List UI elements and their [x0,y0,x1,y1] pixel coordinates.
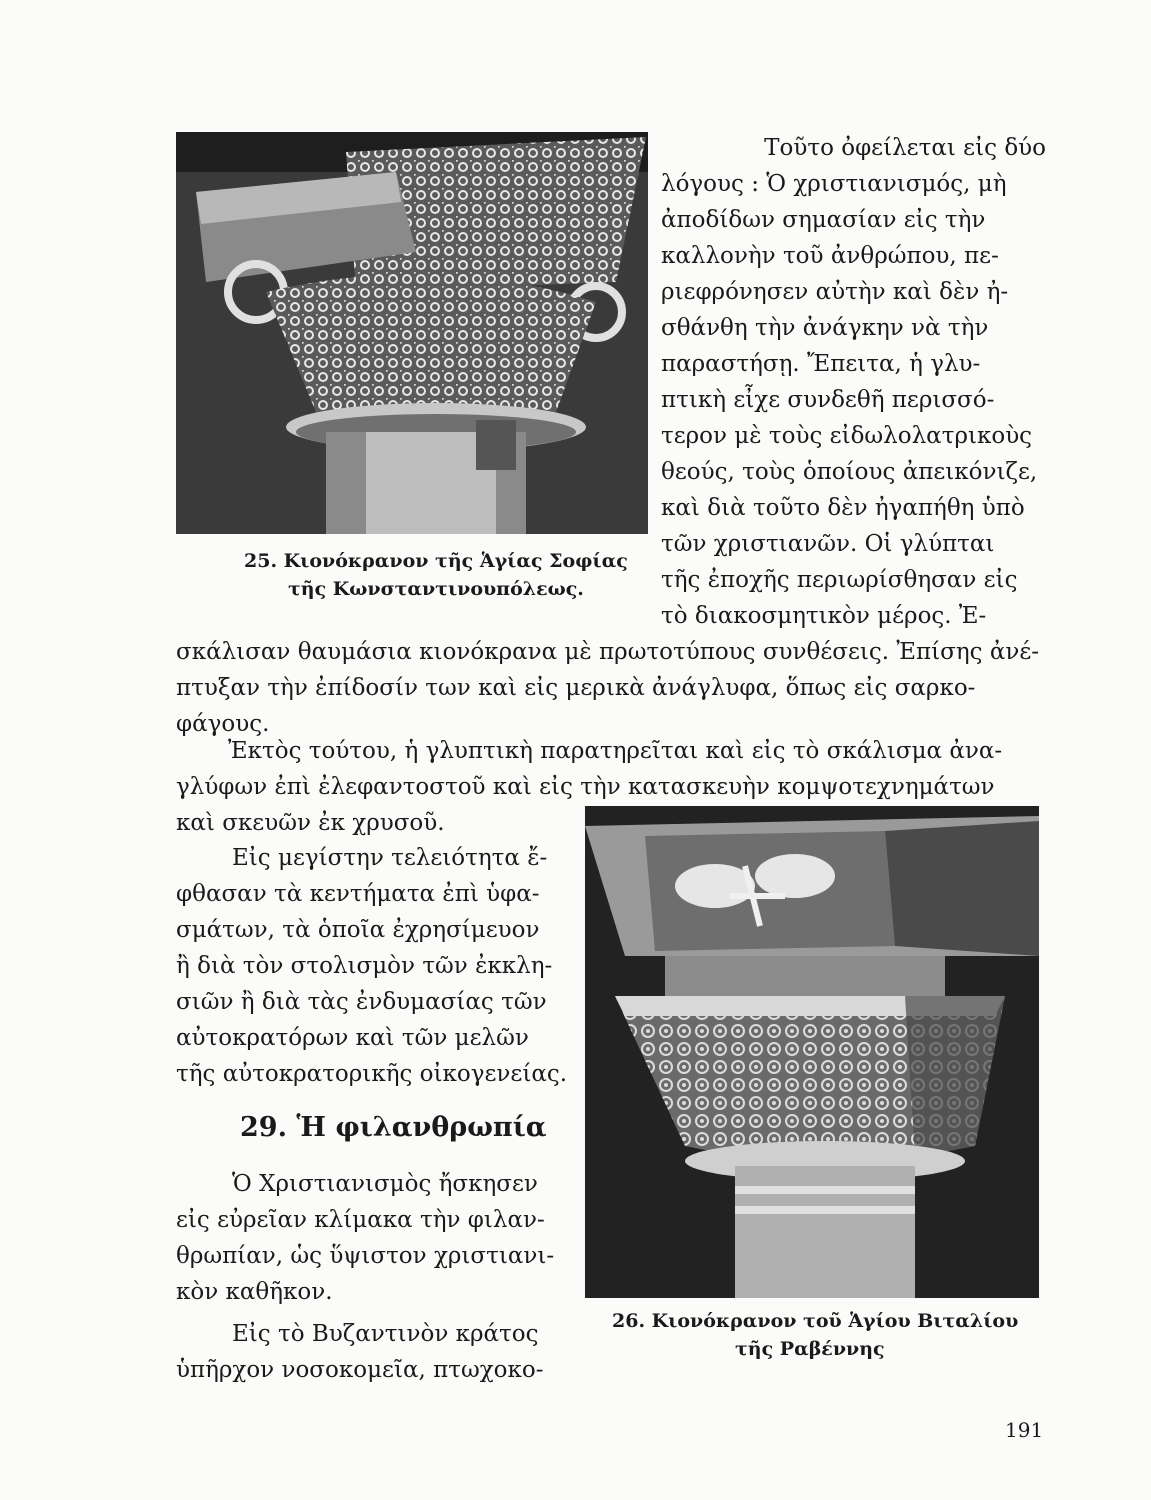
figure-25-caption-line2: τῆς Κωνσταντινουπόλεως. [288,578,584,600]
text-line: τερον μὲ τοὺς εἰδωλολατρικοὺς [661,423,1033,449]
text-line: Ὁ Χριστιανισμὸς ἤσκησεν [232,1171,538,1197]
text-line: πτικὴ εἶχε συνδεθῆ περισσό- [661,387,995,413]
text-line: αὐτοκρατόρων καὶ τῶν μελῶν [176,1025,529,1051]
text-line: εἰς εὐρεῖαν κλίμακα τὴν φιλαν- [176,1207,545,1233]
text-line: τῶν χριστιανῶν. Οἱ γλύπται [661,531,995,557]
section-heading: 29. Ἡ φιλανθρωπία [240,1112,547,1143]
text-line: ἢ διὰ τὸν στολισμὸν τῶν ἐκκλη- [176,953,553,979]
text-line: πτυξαν τὴν ἐπίδοσίν των καὶ εἰς μερικὰ ἀνάγλυφα, ὅπως εἰς σαρκο- [176,675,976,701]
capital-hagia-sophia-image [176,132,648,534]
text-line: τὸ διακοσμητικὸν μέρος. Ἐ- [661,603,987,629]
text-line: Εἰς τὸ Βυζαντινὸν κράτος [232,1321,539,1347]
text-line: καλλονὴν τοῦ ἀνθρώπου, πε- [661,243,999,269]
text-line: καὶ σκευῶν ἐκ χρυσοῦ. [176,810,445,836]
page-number: 191 [1005,1418,1044,1442]
text-line: Εἰς μεγίστην τελειότητα ἔ- [232,845,548,871]
text-line: φθασαν τὰ κεντήματα ἐπὶ ὑφα- [176,881,540,907]
text-line: σμάτων, τὰ ὁποῖα ἐχρησίμευον [176,917,540,943]
text-line: καὶ διὰ τοῦτο δὲν ἠγαπήθη ὑπὸ [661,495,1025,521]
text-line: φάγους. [176,711,270,737]
text-line: ριεφρόνησεν αὐτὴν καὶ δὲν ἠ- [661,279,1009,305]
text-line: κὸν καθῆκον. [176,1279,333,1305]
text-line: σθάνθη τὴν ἀνάγκην νὰ τὴν [661,315,989,341]
figure-25-photo [176,132,648,534]
figure-26-caption-line2: τῆς Ραβέννης [735,1338,885,1360]
figure-26-caption-line1: 26. Κιονόκρανον τοῦ Ἁγίου Βιταλίου [612,1310,1019,1332]
text-line: Ἐκτὸς τούτου, ἡ γλυπτικὴ παρατηρεῖται καὶ εἰς τὸ σκάλισμα ἀνα- [228,738,1003,764]
text-line: τῆς ἐποχῆς περιωρίσθησαν εἰς [661,567,1018,593]
text-line: τῆς αὐτοκρατορικῆς οἰκογενείας. [176,1061,568,1087]
text-line: Τοῦτο ὀφείλεται εἰς δύο [764,135,1046,161]
figure-25-caption-line1: 25. Κιονόκρανον τῆς Ἁγίας Σοφίας [244,550,628,572]
text-line: ὑπῆρχον νοσοκομεῖα, πτωχοκο- [176,1357,544,1383]
text-line: παραστήσῃ. Ἔπειτα, ἡ γλυ- [661,351,981,377]
capital-san-vitale-image [585,806,1039,1298]
text-line: γλύφων ἐπὶ ἐλεφαντοστοῦ καὶ εἰς τὴν κατασκευὴν κομψοτεχνημάτων [176,774,995,800]
figure-26-photo [585,806,1039,1298]
text-line: ἀποδίδων σημασίαν εἰς τὴν [661,207,986,233]
text-line: θρωπίαν, ὡς ὕψιστον χριστιανι- [176,1243,555,1269]
text-line: λόγους : Ὁ χριστιανισμός, μὴ [661,171,1007,197]
text-line: θεούς, τοὺς ὁποίους ἀπεικόνιζε, [661,459,1038,485]
text-line: σιῶν ἢ διὰ τὰς ἐνδυμασίας τῶν [176,989,547,1015]
text-line: σκάλισαν θαυμάσια κιονόκρανα μὲ πρωτοτύπους συνθέσεις. Ἐπίσης ἀνέ- [176,639,1040,665]
